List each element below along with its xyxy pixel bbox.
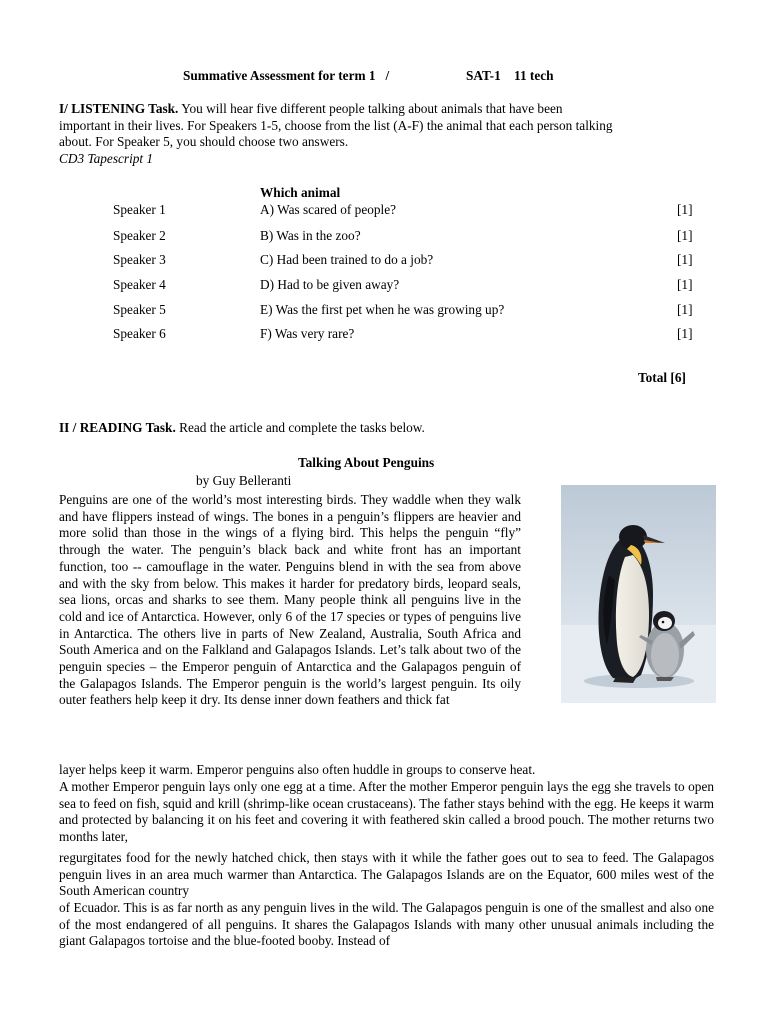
answer-option: D) Had to be given away?: [260, 277, 400, 292]
article-paragraph-wide: of Ecuador. This is as far north as any penguin lives in the wild. The Galapagos penguin is one of the smallest and also one of the most endangered of all penguins. It shares the Galapagos Islands with many other unusual animals including the giant Galapagos tortoise and the blue-footed booby. Instead of: [59, 900, 714, 949]
speaker-label: Speaker 4: [113, 277, 166, 292]
article-byline: by Guy Belleranti: [196, 473, 292, 488]
listening-row: [0, 302, 768, 322]
listening-intro-line-2: important in their lives. For Speakers 1-5, choose from the list (A-F) the animal that each person talking: [59, 118, 613, 133]
listening-row: [0, 228, 768, 248]
speaker-label: Speaker 5: [113, 302, 166, 317]
reading-intro: II / READING Task. Read the article and complete the tasks below.: [59, 420, 425, 435]
answer-option: C) Had been trained to do a job?: [260, 252, 434, 267]
listening-row: [0, 326, 768, 346]
assessment-code: SAT-1 11 tech: [466, 68, 554, 83]
mark-label: [1]: [677, 326, 693, 341]
penguin-photo: [561, 485, 716, 703]
speaker-label: Speaker 2: [113, 228, 166, 243]
answer-option: F) Was very rare?: [260, 326, 355, 341]
article-paragraph-wide: regurgitates food for the newly hatched chick, then stays with it while the father goes out to sea to feed. The Galapagos penguin lives in an area much warmer than Antarctica. The Galapagos Islands are on the Equator, 600 miles west of the South American country: [59, 850, 714, 899]
article-paragraph-wide: A mother Emperor penguin lays only one egg at a time. After the mother Emperor penguin lays the egg she travels to open sea to feed on fish, squid and krill (shrimp-like ocean crustaceans). The father stays behind with the egg. He keeps it warm and protected by balancing it on his feet and covering it with feathered skin called a brood pouch. The mother returns two months later,: [59, 779, 714, 845]
answer-option: E) Was the first pet when he was growing up?: [260, 302, 505, 317]
listening-row: [0, 277, 768, 297]
mark-label: [1]: [677, 228, 693, 243]
answer-option: A) Was scared of people?: [260, 202, 397, 217]
listening-row: [0, 202, 768, 222]
listening-row: [0, 252, 768, 272]
article-title: Talking About Penguins: [298, 455, 435, 470]
listening-heading: I/ LISTENING Task.: [59, 101, 179, 116]
article-paragraph-narrow: Penguins are one of the world’s most interesting birds. They waddle when they walk and have flippers instead of wings. The bones in a penguin’s flippers are heavier and more solid than those in the wings of a flying bird. This helps the penguin “fly” through the water. The penguin’s black back and white front has an important function, too -- camouflage in the water. Penguins blend in with the sea from above and with the sky from below. This makes it harder for predatory birds, leopard seals, sea lions, orcas and sharks to see them. Many people think all penguins live in the cold and ice of Antarctica. However, only 6 of the 17 species or types of penguins live in Antarctica. The others live in parts of New Zealand, Australia, South Africa and South America and on the Falkland and Galapagos Islands. Let’s talk about two of the penguin species – the Emperor penguin of Antarctica and the Galapagos penguin of the Galapagos Islands. The Emperor penguin is the world’s largest penguin. Its oily outer feathers help keep it dry. Its dense inner down feathers and thick fat: [59, 492, 521, 708]
tapescript-label: CD3 Tapescript 1: [59, 151, 154, 166]
speaker-label: Speaker 6: [113, 326, 166, 341]
speaker-label: Speaker 1: [113, 202, 166, 217]
question-heading: Which animal: [260, 185, 341, 200]
total-score: Total [6]: [638, 370, 686, 385]
mark-label: [1]: [677, 302, 693, 317]
assessment-title: Summative Assessment for term 1 /: [183, 68, 390, 83]
article-paragraph-wide: layer helps keep it warm. Emperor penguins also often huddle in groups to conserve heat.: [59, 762, 536, 777]
reading-heading: II / READING Task.: [59, 420, 176, 435]
listening-intro-line-1: I/ LISTENING Task. You will hear five different people talking about animals that have been: [59, 101, 563, 116]
mark-label: [1]: [677, 202, 693, 217]
speaker-label: Speaker 3: [113, 252, 166, 267]
mark-label: [1]: [677, 277, 693, 292]
answer-option: B) Was in the zoo?: [260, 228, 361, 243]
mark-label: [1]: [677, 252, 693, 267]
listening-intro-line-3: about. For Speaker 5, you should choose two answers.: [59, 134, 349, 149]
